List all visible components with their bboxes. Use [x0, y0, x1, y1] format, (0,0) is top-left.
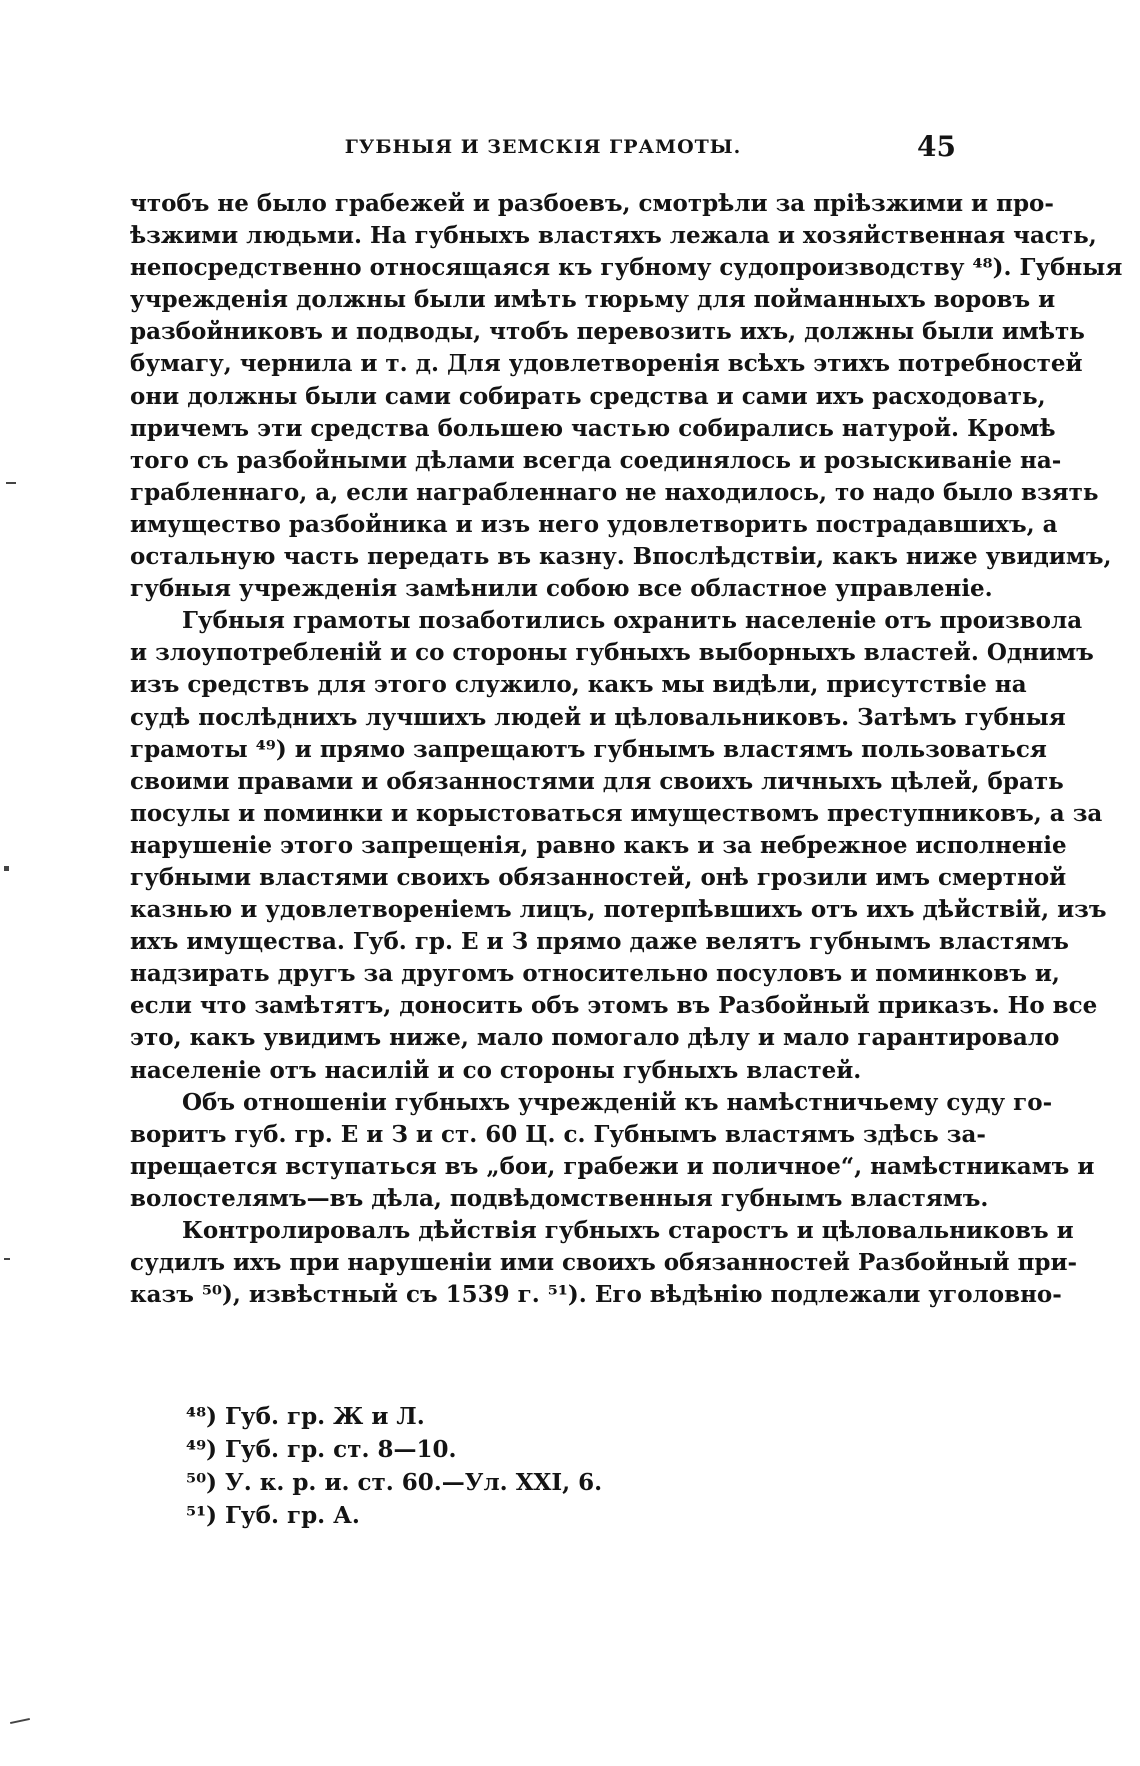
footnote: ⁴⁹) Губ. гр. ст. 8—10.	[186, 1436, 457, 1463]
text-line: ихъ имущества. Губ. гр. Е и З прямо даже велятъ губнымъ властямъ	[130, 928, 1069, 956]
text-line: Объ отношеніи губныхъ учрежденій къ намѣстничьему суду го-	[182, 1088, 1053, 1116]
text-line: имущество разбойника и изъ него удовлетворить пострадавшихъ, а	[130, 510, 1058, 538]
text-line: изъ средствъ для этого служило, какъ мы видѣли, присутствіе на	[130, 671, 1027, 699]
text-line: населеніе отъ насилій и со стороны губныхъ властей.	[130, 1056, 862, 1084]
text-line: остальную часть передать въ казну. Впослѣдствіи, какъ ниже увидимъ,	[130, 543, 1112, 571]
text-line: казнью и удовлетвореніемъ лицъ, потерпѣвшихъ отъ ихъ дѣйствій, изъ	[130, 896, 1107, 924]
paragraph	[130, 1087, 1095, 1215]
text-line: грамоты ⁴⁹) и прямо запрещаютъ губнымъ властямъ пользоваться	[130, 735, 1047, 763]
text-line: разбойниковъ и подводы, чтобъ перевозить ихъ, должны были имѣть	[130, 318, 1085, 346]
text-line: прещается вступаться въ „бои, грабежи и поличное“, намѣстникамъ и	[130, 1152, 1095, 1180]
text-line: непосредственно относящаяся къ губному судопроизводству ⁴⁸). Губныя	[130, 254, 1123, 282]
running-title: ГУБНЫЯ И ЗЕМСКІЯ ГРАМОТЫ.	[344, 136, 742, 158]
footnote: ⁵⁰) У. к. р. и. ст. 60.—Ул. XXI, 6.	[186, 1469, 603, 1496]
footnotes	[186, 1400, 786, 1532]
text-line: учрежденія должны были имѣть тюрьму для пойманныхъ воровъ и	[130, 286, 1056, 314]
running-head	[130, 130, 956, 166]
text-line: бумагу, чернила и т. д. Для удовлетворенія всѣхъ этихъ потребностей	[130, 350, 1083, 378]
scan-speck	[6, 482, 16, 484]
paragraph	[130, 605, 1107, 1086]
text-line: если что замѣтятъ, доносить объ этомъ въ Разбойный приказъ. Но все	[130, 992, 1098, 1020]
paragraph	[130, 1215, 1078, 1311]
text-line: ѣзжими людьми. На губныхъ властяхъ лежала и хозяйственная часть,	[130, 222, 1097, 250]
scan-speck	[10, 1718, 30, 1724]
scan-speck	[4, 866, 9, 871]
scan-speck	[4, 1258, 10, 1260]
text-line: судилъ ихъ при нарушеніи ими своихъ обязанностей Разбойный при-	[130, 1249, 1078, 1277]
text-line: своими правами и обязанностями для своихъ личныхъ цѣлей, брать	[130, 767, 1064, 795]
page-number: 45	[917, 130, 956, 163]
footnote: ⁴⁸) Губ. гр. Ж и Л.	[186, 1403, 425, 1430]
text-line: и злоупотребленій и со стороны губныхъ выборныхъ властей. Однимъ	[130, 639, 1094, 667]
text-line: они должны были сами собирать средства и сами ихъ расходовать,	[130, 382, 1046, 410]
text-line: губныя учрежденія замѣнили собою все областное управленіе.	[130, 575, 993, 603]
text-line: это, какъ увидимъ ниже, мало помогало дѣлу и мало гарантировало	[130, 1024, 1060, 1052]
text-line: посулы и поминки и корыстоваться имуществомъ преступниковъ, а за	[130, 799, 1103, 827]
text-line: Контролировалъ дѣйствія губныхъ старостъ и цѣловальниковъ и	[182, 1217, 1074, 1244]
text-line: судѣ послѣднихъ лучшихъ людей и цѣловальниковъ. Затѣмъ губныя	[130, 703, 1066, 731]
text-line: воритъ губ. гр. Е и З и ст. 60 Ц. с. Губнымъ властямъ здѣсь за-	[130, 1120, 986, 1148]
paragraph	[130, 188, 1123, 605]
text-line: причемъ эти средства большею частью собирались натурой. Кромѣ	[130, 414, 1056, 442]
text-line: нарушеніе этого запрещенія, равно какъ и за небрежное исполненіе	[130, 831, 1067, 859]
text-line: надзирать другъ за другомъ относительно посуловъ и поминковъ и,	[130, 960, 1060, 988]
text-line: волостелямъ—въ дѣла, подвѣдомственныя губнымъ властямъ.	[130, 1184, 989, 1212]
text-line: казъ ⁵⁰), извѣстный съ 1539 г. ⁵¹). Его вѣдѣнію подлежали уголовно-	[130, 1281, 1062, 1309]
text-line: чтобъ не было грабежей и разбоевъ, смотрѣли за пріѣзжими и про-	[130, 190, 1054, 217]
body-text	[130, 188, 1123, 1311]
text-line: того съ разбойными дѣлами всегда соединялось и розыскиваніе на-	[130, 446, 1062, 474]
footnote: ⁵¹) Губ. гр. А.	[186, 1502, 360, 1529]
text-line: губными властями своихъ обязанностей, онѣ грозили имъ смертной	[130, 863, 1067, 891]
text-line: грабленнаго, а, если награбленнаго не находилось, то надо было взять	[130, 478, 1099, 506]
text-line: Губныя грамоты позаботились охранить населеніе отъ произвола	[182, 607, 1083, 635]
